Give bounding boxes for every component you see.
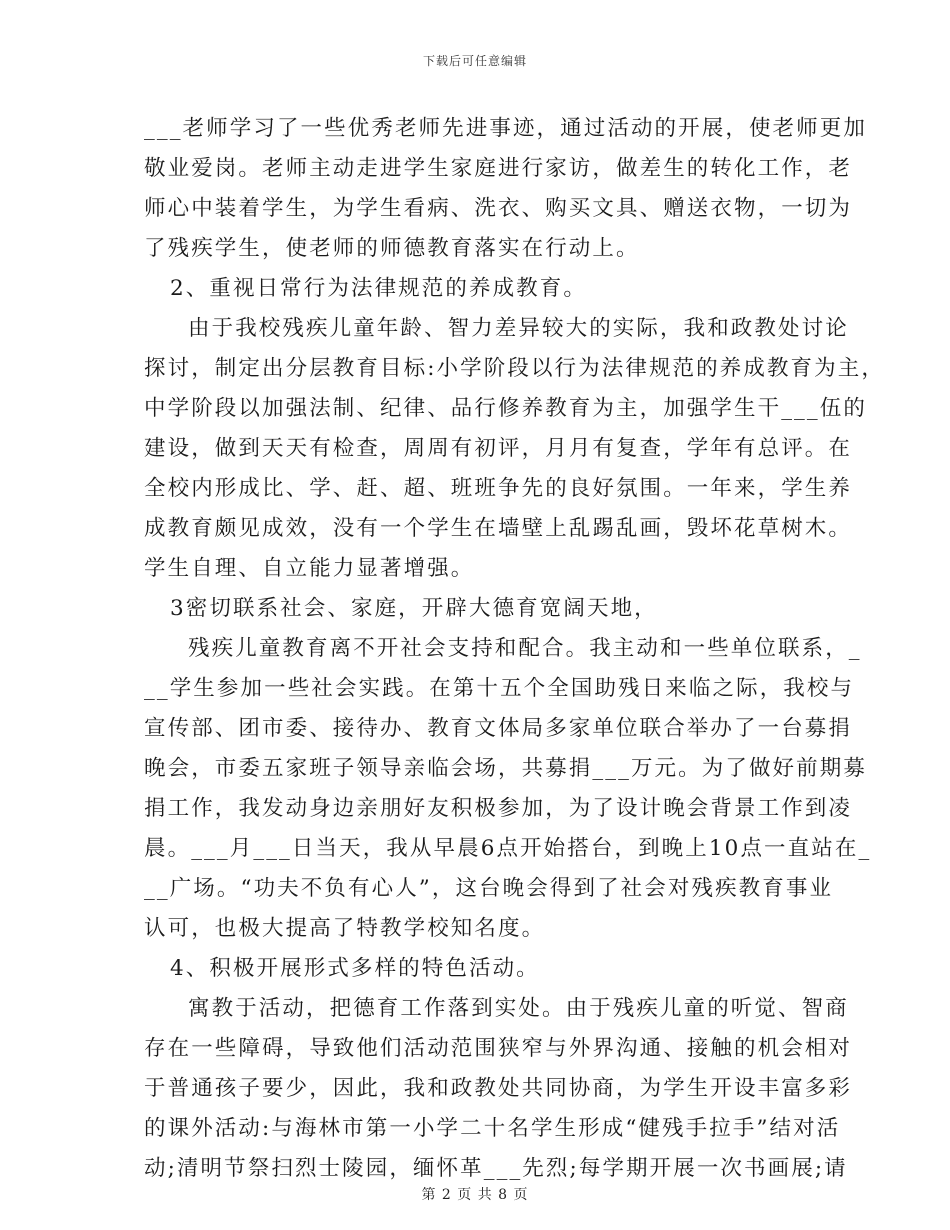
text-line: __广场。“功夫不负有心人”，这台晚会得到了社会对残疾教育事业: [144, 876, 834, 901]
page-header: 下载后可任意编辑: [422, 54, 527, 68]
text-line: 师心中装着学生，为学生看病、洗衣、购买文具、赠送衣物，一切为: [144, 196, 853, 221]
text-line: 认可，也极大提高了特教学校知名度。: [144, 916, 546, 941]
text-line: 动;清明节祭扫烈士陵园，缅怀革___先烈;每学期开展一次书画展;请: [144, 1156, 848, 1181]
text-line: 捐工作，我发动身边亲朋好友积极参加，为了设计晚会背景工作到凌: [144, 796, 853, 821]
section-heading: 2、重视日常行为法律规范的养成教育。: [170, 276, 587, 301]
text-line: 于普通孩子要少，因此，我和政教处共同协商，为学生开设丰富多彩: [144, 1076, 853, 1101]
text-line: 由于我校残疾儿童年龄、智力差异较大的实际，我和政教处讨论: [188, 316, 849, 341]
document-body: [144, 109, 885, 1189]
text-line: 存在一些障碍，导致他们活动范围狭窄与外界沟通、接触的机会相对: [144, 1036, 853, 1061]
text-line: 晚会，市委五家班子领导亲临会场，共募捐___万元。为了做好前期募: [144, 756, 867, 781]
section-heading: 3密切联系社会、家庭，开辟大德育宽阔天地，: [170, 596, 658, 621]
text-line: 建设，做到天天有检查，周周有初评，月月有复查，学年有总评。在: [144, 436, 853, 461]
text-line: 晨。___月___日当天，我从早晨6点开始搭台，到晚上10点一直站在_: [144, 836, 872, 861]
text-line: __学生参加一些社会实践。在第十五个全国助残日来临之际，我校与: [144, 676, 855, 701]
page-footer: 第 2 页 共 8 页: [421, 1187, 529, 1203]
text-line: 宣传部、团市委、接待办、教育文体局多家单位联合举办了一台募捐: [144, 716, 853, 741]
text-line: 全校内形成比、学、赶、超、班班争先的良好氛围。一年来，学生养: [144, 476, 853, 501]
text-line: 学生自理、自立能力显著增强。: [144, 556, 475, 581]
text-line: 成教育颇见成效，没有一个学生在墙壁上乱踢乱画，毁坏花草树木。: [144, 516, 853, 541]
text-line: 敬业爱岗。老师主动走进学生家庭进行家访，做差生的转化工作，老: [144, 156, 853, 181]
text-line: 中学阶段以加强法制、纪律、品行修养教育为主，加强学生干___伍的: [144, 396, 867, 421]
text-line: 残疾儿童教育离不开社会支持和配合。我主动和一些单位联系，_: [188, 636, 862, 661]
text-line: 探讨，制定出分层教育目标:小学阶段以行为法律规范的养成教育为主，: [144, 356, 885, 381]
text-line: ___老师学习了一些优秀老师先进事迹，通过活动的开展，使老师更加: [144, 116, 867, 141]
text-line: 寓教于活动，把德育工作落到实处。由于残疾儿童的听觉、智商: [188, 996, 849, 1021]
section-heading: 4、积极开展形式多样的特色活动。: [170, 956, 540, 981]
text-line: 的课外活动:与海林市第一小学二十名学生形成“健残手拉手”结对活: [144, 1116, 841, 1141]
text-line: 了残疾学生，使老师的师德教育落实在行动上。: [144, 236, 640, 261]
